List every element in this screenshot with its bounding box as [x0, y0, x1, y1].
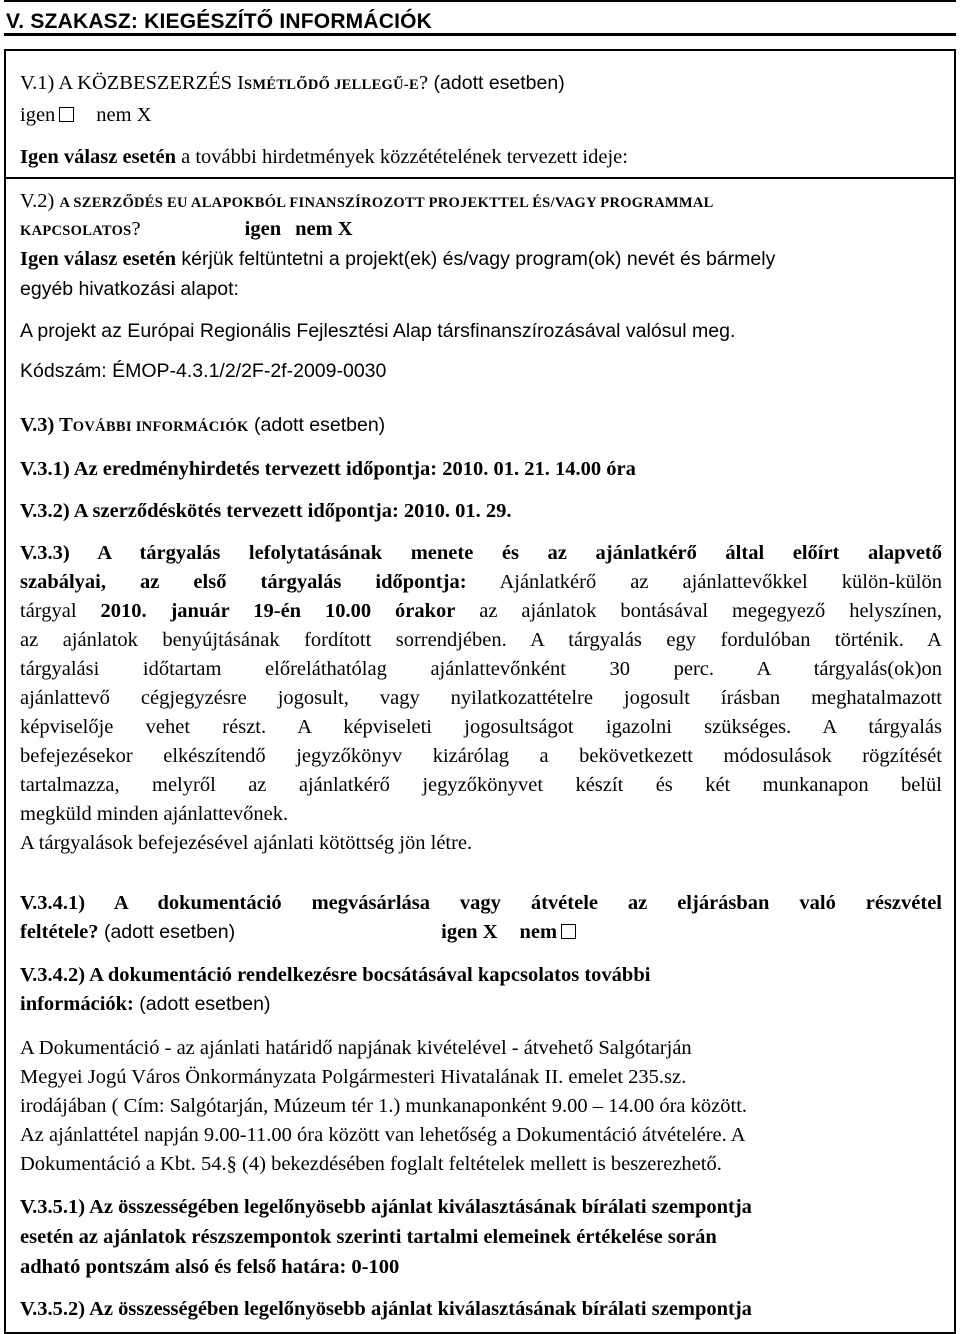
v342-heading-line2: információk: (adott esetben): [20, 993, 271, 1015]
v2-code: Kódszám: ÉMOP-4.3.1/2/2F-2f-2009-0030: [20, 360, 387, 382]
v2-followup-line2: egyéb hivatkozási alapot:: [20, 278, 239, 300]
form-frame: [4, 49, 956, 1334]
v2-followup: Igen válasz esetén kérjük feltüntetni a projekt(ek) és/vagy program(ok) nevét és bármely: [20, 248, 776, 270]
v33-line: V.3.3) A tárgyalás lefolytatásának menete és az ajánlatkérő által előírt alapvető: [20, 542, 942, 564]
v352-line: V.3.5.2) Az összességében legelőnyösebb ajánlat kiválasztásának bírálati szempontja: [20, 1298, 752, 1320]
v2-no-label: nem X: [295, 218, 353, 240]
v31-result-date: V.3.1) Az eredményhirdetés tervezett időpontja: 2010. 01. 21. 14.00 óra: [20, 458, 636, 480]
v341-yes-label: igen X: [441, 921, 498, 943]
doc-line: A Dokumentáció - az ajánlati határidő napjának kivételével - átvehető Salgótarján: [20, 1037, 692, 1059]
v1-yes-label: igen: [20, 104, 56, 126]
v351-line: esetén az ajánlatok részszempontok szerinti tartalmi elemeinek értékelése során: [20, 1226, 717, 1248]
v3-heading: V.3) TOVÁBBI INFORMÁCIÓK (adott esetben): [20, 414, 386, 436]
v33-line: megküld minden ajánlattevőnek.: [20, 803, 289, 825]
doc-line: Megyei Jogú Város Önkormányzata Polgármesteri Hivatalának II. emelet 235.sz.: [20, 1066, 687, 1088]
v341-no-checkbox[interactable]: [561, 924, 576, 939]
v33-line: az ajánlatok benyújtásának fordított sorrendjében. A tárgyalás egy fordulóban történik. A: [20, 629, 942, 651]
v351-line: V.3.5.1) Az összességében legelőnyösebb ajánlat kiválasztásának bírálati szempontja: [20, 1196, 752, 1218]
v1-followup: Igen válasz esetén a további hirdetmények közzétételének tervezett ideje:: [20, 146, 628, 168]
v33-line: képviselője vehet részt. A képviseleti jogosultságot igazolni szükséges. A tárgyalás: [20, 716, 942, 738]
v33-line: A tárgyalások befejezésével ajánlati kötöttség jön létre.: [20, 832, 473, 854]
v33-line: ajánlattevő cégjegyzésre jogosult, vagy nyilatkozattételre jogosult írásban meghatalmazott: [20, 687, 942, 709]
v33-line: befejezésekor elkészítendő jegyzőkönyv kizárólag a bekövetkezett módosulások rögzítését: [20, 745, 942, 767]
v2-project-text: A projekt az Európai Regionális Fejlesztési Alap társfinanszírozásával valósul meg.: [20, 320, 736, 342]
doc-line: Az ajánlattétel napján 9.00-11.00 óra között van lehetőség a Dokumentáció átvételére. A: [20, 1124, 746, 1146]
section-header: V. SZAKASZ: KIEGÉSZÍTŐ INFORMÁCIÓK: [4, 0, 956, 36]
v341-no-label: nem: [519, 921, 558, 943]
v341-question: V.3.4.1) A dokumentáció megvásárlása vagy átvétele az eljárásban való részvétel: [20, 892, 942, 914]
doc-line: irodájában ( Cím: Salgótarján, Múzeum tér 1.) munkanaponként 9.00 – 14.00 óra között.: [20, 1095, 748, 1117]
v33-line: tárgyal 2010. január 19-én 10.00 órakor az ajánlatok bontásával megegyező helyszínen,: [20, 600, 942, 622]
v33-line: tárgyalási időtartam előreláthatólag ajánlattevőnként 30 perc. A tárgyalás(ok)on: [20, 658, 942, 680]
v1-answer: [20, 101, 152, 130]
v2-heading-line2: KAPCSOLATOS? igen nem X: [20, 218, 353, 240]
doc-line: Dokumentáció a Kbt. 54.§ (4) bekezdésében foglalt feltételek mellett is beszerezhető.: [20, 1153, 722, 1175]
v32-contract-date: V.3.2) A szerződéskötés tervezett időpontja: 2010. 01. 29.: [20, 500, 512, 522]
v342-heading: V.3.4.2) A dokumentáció rendelkezésre bocsátásával kapcsolatos további: [20, 964, 651, 986]
v1-heading: V.1) A KÖZBESZERZÉS ISMÉTLŐDŐ JELLEGŰ-E? (adott esetben): [20, 72, 565, 94]
v1-yes-checkbox[interactable]: [59, 107, 74, 122]
v1-no-label: nem X: [96, 104, 152, 126]
v2-heading: V.2) A SZERZŐDÉS EU ALAPOKBÓL FINANSZÍROZOTT PROJEKTTEL ÉS/VAGY PROGRAMMAL: [20, 190, 714, 212]
divider: [6, 177, 956, 179]
v33-line: tartalmazza, melyről az ajánlatkérő jegyzőkönyvet készít és két munkanapon belül: [20, 774, 942, 796]
v33-line: szabályai, az első tárgyalás időpontja: Ajánlatkérő az ajánlattevőkkel külön-külön: [20, 571, 942, 593]
v2-yes-label: igen: [244, 218, 282, 240]
v341-question-line2: feltétele? (adott esetben) igen X nem: [20, 918, 576, 947]
v351-line: adható pontszám alsó és felső határa: 0-100: [20, 1256, 400, 1278]
